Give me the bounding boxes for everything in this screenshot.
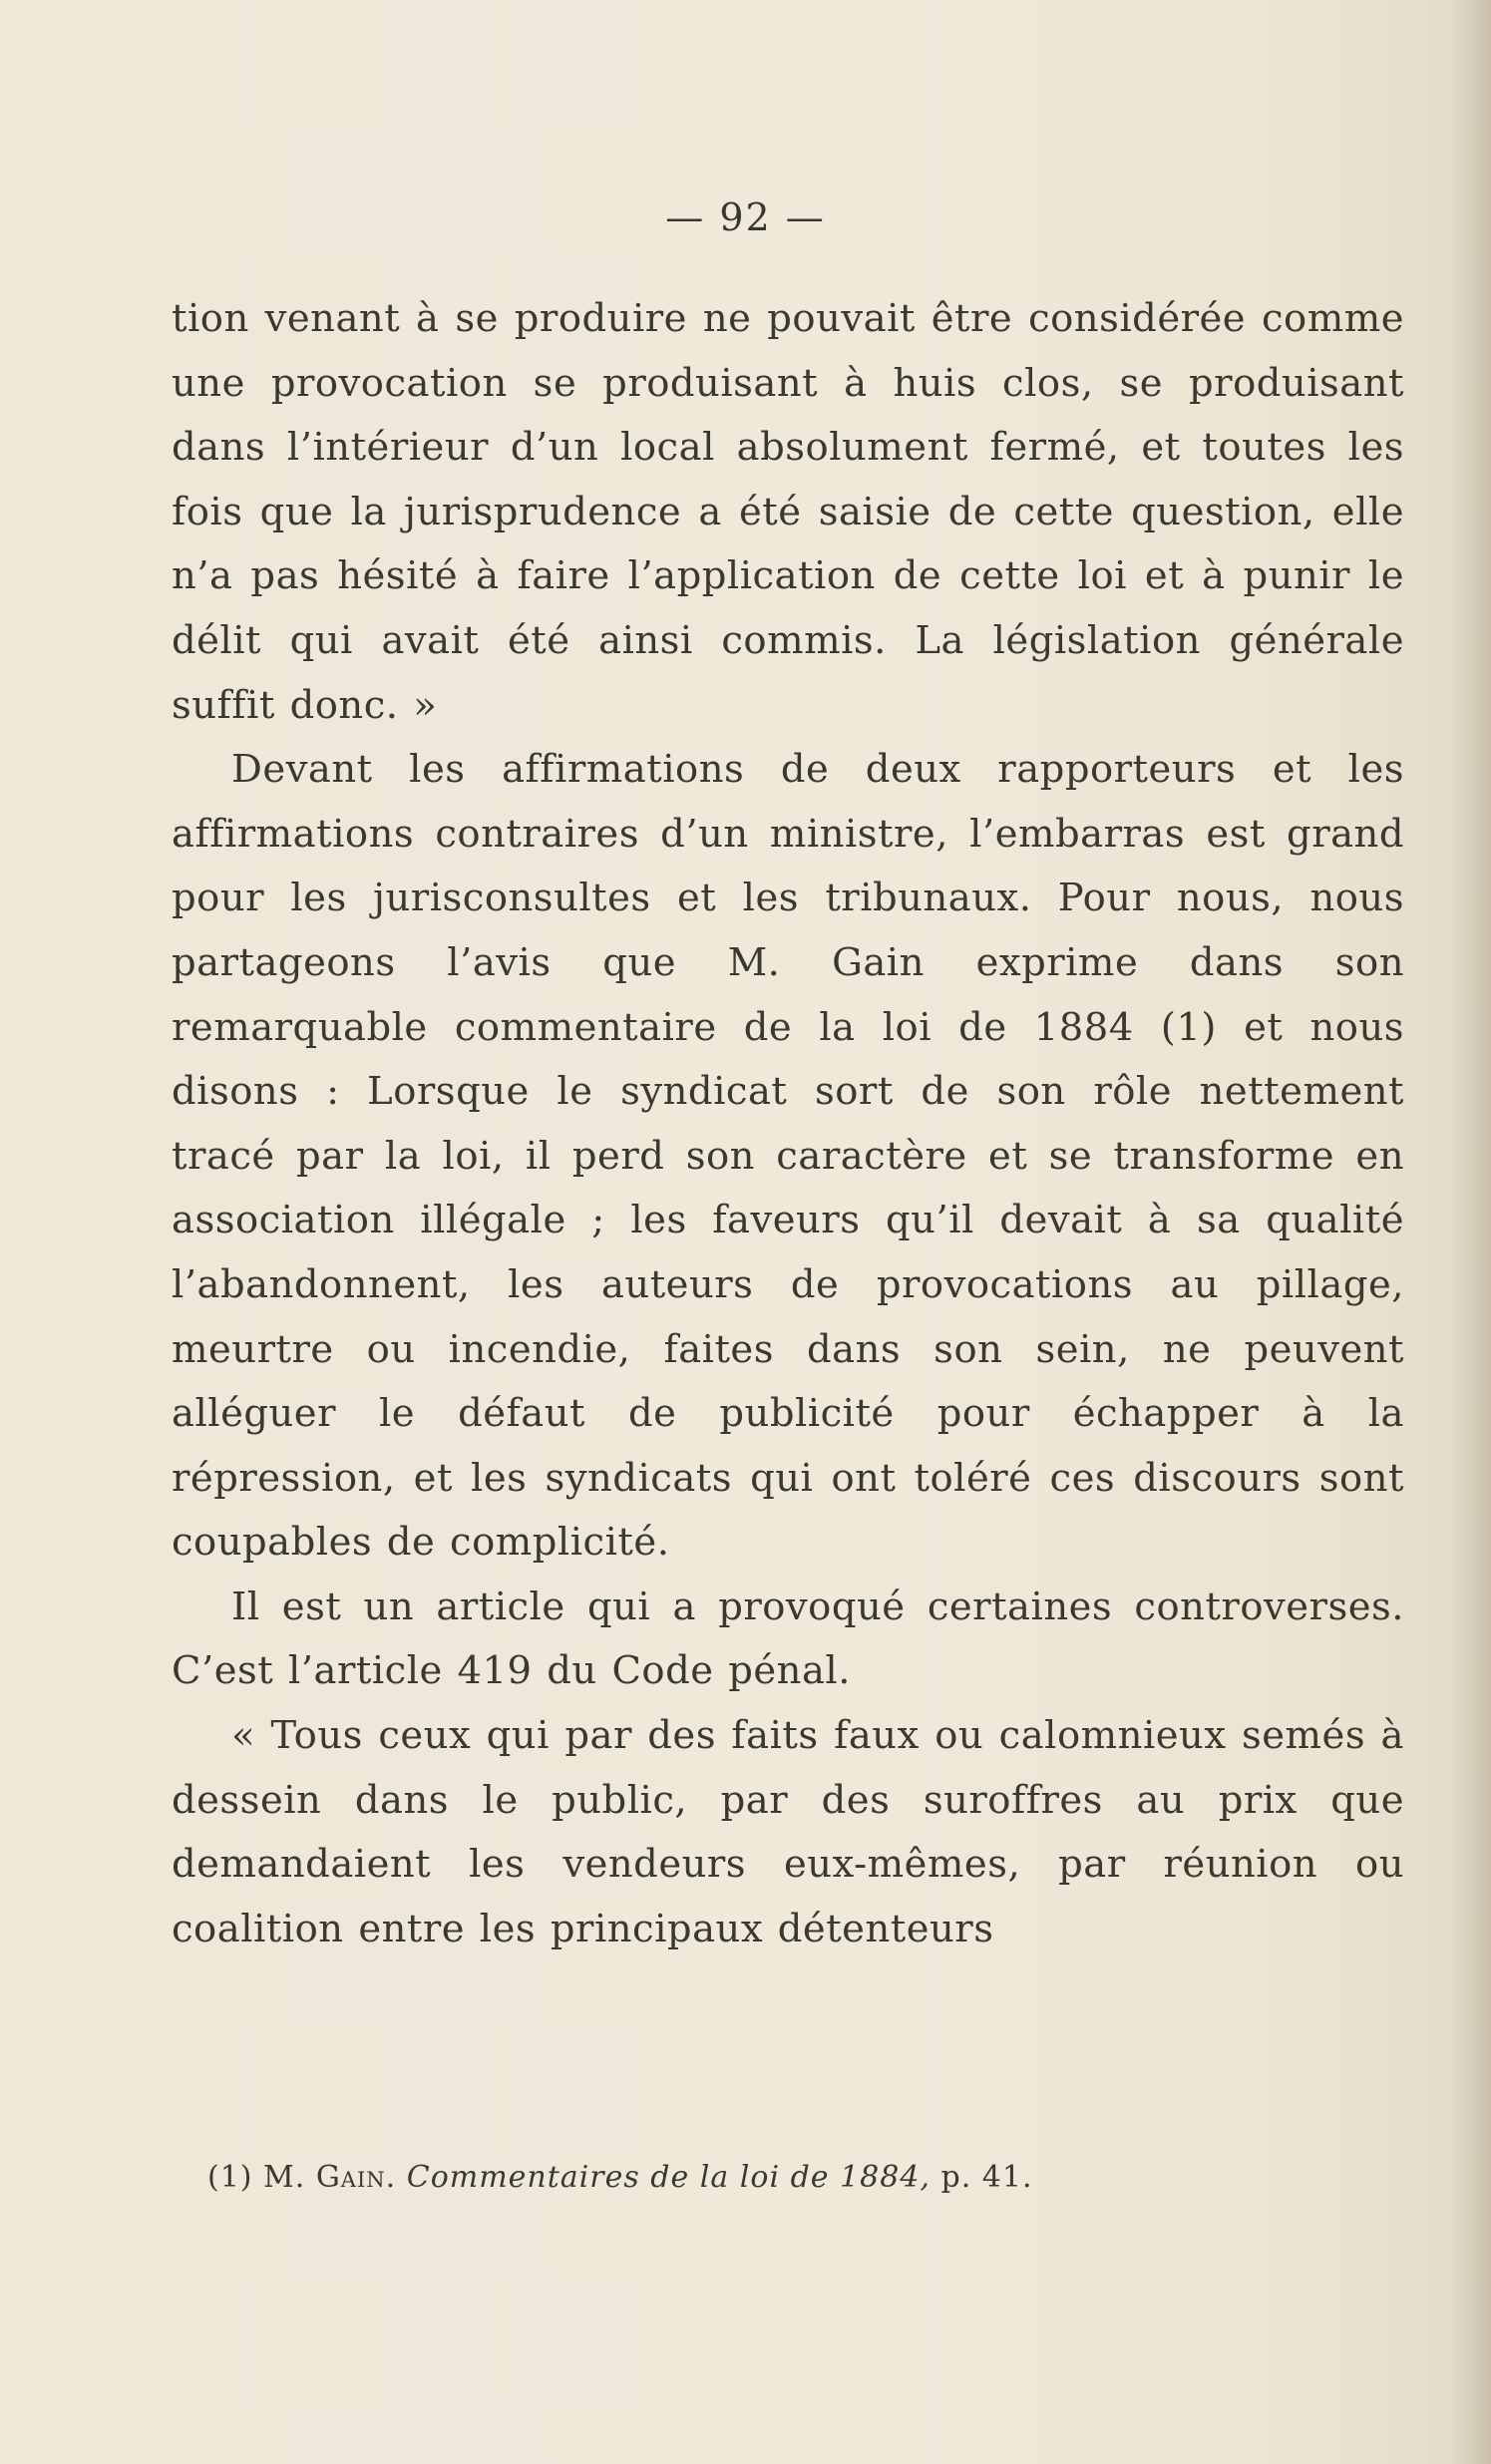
page-edge-shadow [1451, 0, 1491, 2464]
footnote-author: M. Gain. [263, 2160, 397, 2195]
footnote-page: p. 41. [940, 2160, 1033, 2195]
paragraph-3: Il est un article qui a provoqué certaines controverses. C’est l’article 419 du Code pénal. [172, 1584, 1404, 1694]
footnote [207, 2156, 1305, 2200]
footnote-title: Commentaires de la loi de 1884, [406, 2160, 931, 2195]
page-number: — 92 — [665, 195, 826, 239]
paragraph-2: Devant les affirmations de deux rapporteurs et les affirmations contraires d’un ministre, l’embarras est grand pour les jurisconsultes et les tribunaux. Pour nous, nous partageons l’avis que M. Gain exprime dans son remarquable commentaire de la loi de 1884 (1) et nous disons : Lorsque le syndicat sort de son rôle nettement tracé par la loi, il perd son caractère et se transforme en association illégale ; les faveurs qu’il devait à sa qualité l’abandonnent, les auteurs de provocations au pillage, meurtre ou incendie, faites dans son sein, ne peuvent alléguer le défaut de publicité pour échapper à la répression, et les syndicats qui ont toléré ces discours sont coupables de complicité. [172, 747, 1404, 1566]
footnote-marker: (1) [207, 2160, 253, 2195]
body-text [172, 287, 1404, 1961]
paragraph-1: tion venant à se produire ne pouvait être considérée comme une provocation se produisant à huis clos, se produisant dans l’intérieur d’un local absolument fermé, et toutes les fois que la jurisprudence a été saisie de cette question, elle n’a pas hésité à faire l’application de cette loi et à punir le délit qui avait été ainsi commis. La législation générale suffit donc. » [172, 296, 1404, 728]
paragraph-4: « Tous ceux qui par des faits faux ou calomnieux semés à dessein dans le public, par des suroffres au prix que demandaient les vendeurs eux-mêmes, par réunion ou coalition entre les principaux détenteurs [172, 1713, 1404, 1951]
